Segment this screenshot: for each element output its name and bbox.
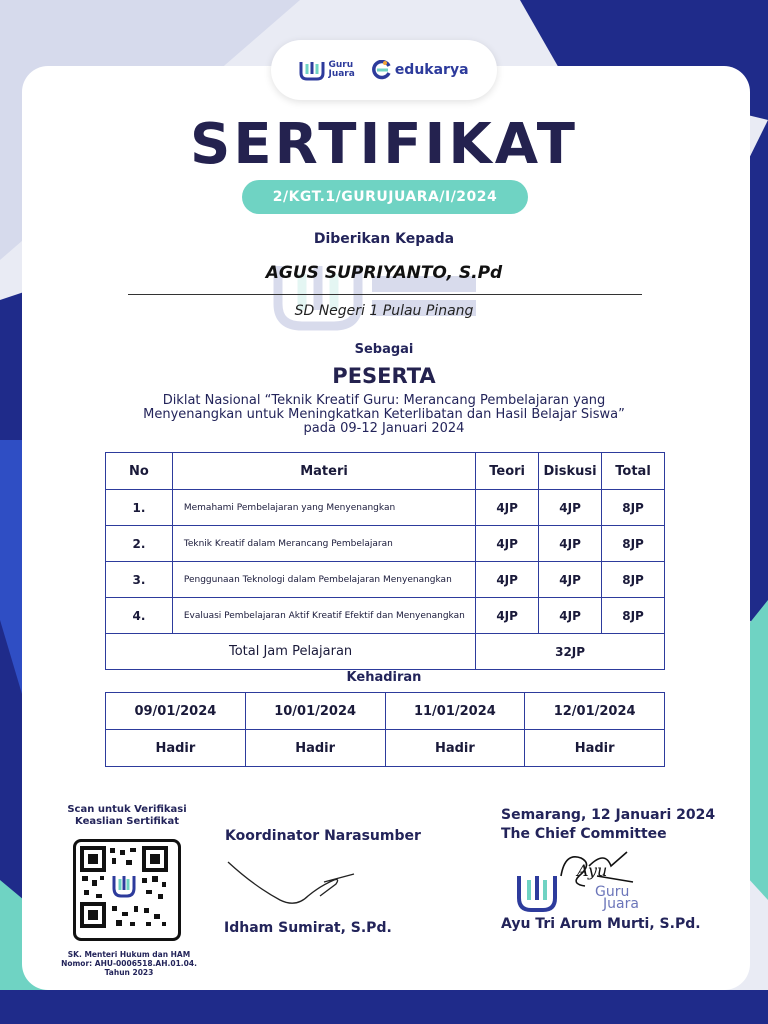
total-label: Total Jam Pelajaran (106, 634, 476, 670)
scan-verification-text (52, 804, 202, 828)
row-no: 2. (106, 526, 173, 562)
logo-bar (271, 40, 497, 100)
row-diskusi: 4JP (539, 526, 602, 562)
row-no: 4. (106, 598, 173, 634)
row-total: 8JP (602, 526, 665, 562)
row-teori: 4JP (476, 598, 539, 634)
svg-text:Juara: Juara (603, 896, 639, 912)
description-line: pada 09-12 Januari 2024 (303, 421, 465, 436)
guru-juara-logo (299, 59, 354, 81)
row-total: 8JP (602, 562, 665, 598)
row-total: 8JP (602, 598, 665, 634)
attendance-status: Hadir (525, 730, 665, 767)
header-diskusi: Diskusi (539, 453, 602, 490)
header-total: Total (602, 453, 665, 490)
edukarya-logo-icon (371, 60, 393, 80)
description-line: Diklat Nasional “Teknik Kreatif Guru: Merancang Pembelajaran yang (162, 393, 606, 408)
role-title: PESERTA (332, 364, 436, 388)
materials-table (105, 452, 665, 670)
certificate-number-badge: 2/KGT.1/GURUJUARA/I/2024 (242, 180, 528, 214)
row-diskusi: 4JP (539, 490, 602, 526)
as-label: Sebagai (354, 342, 414, 357)
row-teori: 4JP (476, 490, 539, 526)
qr-code-icon (76, 842, 172, 932)
table-header-row (106, 453, 665, 490)
place-date: Semarang, 12 Januari 2024 (501, 807, 716, 823)
coordinator-signature (224, 856, 364, 912)
given-to-label: Diberikan Kepada (313, 231, 455, 247)
attendance-status-row (106, 730, 665, 767)
coordinator-title: Koordinator Narasumber (225, 828, 421, 844)
sk-line: Nomor: AHU-0006518.AH.01.04. (61, 959, 197, 968)
total-value: 32JP (476, 634, 665, 670)
header-teori: Teori (476, 453, 539, 490)
chief-signature-text: Ayu (577, 861, 608, 880)
chief-signature-stamp (515, 846, 655, 914)
attendance-date: 10/01/2024 (245, 693, 385, 730)
guru-juara-text-1: Guru (328, 60, 354, 70)
attendance-date: 12/01/2024 (525, 693, 665, 730)
row-diskusi: 4JP (539, 598, 602, 634)
event-description (60, 394, 708, 436)
scan-text-line: Scan untuk Verifikasi (67, 804, 187, 815)
legal-registration-text (44, 950, 214, 977)
attendance-date: 11/01/2024 (385, 693, 525, 730)
attendance-status: Hadir (385, 730, 525, 767)
sk-line: SK. Menteri Hukum dan HAM (67, 950, 191, 959)
row-total: 8JP (602, 490, 665, 526)
attendance-status: Hadir (245, 730, 385, 767)
total-row (106, 634, 665, 670)
row-no: 1. (106, 490, 173, 526)
sk-line: Tahun 2023 (104, 968, 154, 977)
recipient-name: AGUS SUPRIYANTO, S.Pd (265, 263, 503, 283)
row-materi: Memahami Pembelajaran yang Menyenangkan (172, 490, 475, 526)
table-row (106, 598, 665, 634)
row-diskusi: 4JP (539, 562, 602, 598)
description-line: Menyenangkan untuk Meningkatkan Keterlibatan dan Hasil Belajar Siswa” (143, 407, 625, 422)
row-teori: 4JP (476, 526, 539, 562)
guru-juara-text-2: Juara (328, 69, 355, 79)
header-no: No (106, 453, 173, 490)
coordinator-name: Idham Sumirat, S.Pd. (224, 920, 392, 936)
edukarya-text: edukarya (394, 62, 469, 78)
edukarya-logo (371, 60, 469, 80)
row-materi: Penggunaan Teknologi dalam Pembelajaran Menyenangkan (172, 562, 475, 598)
attendance-label: Kehadiran (346, 670, 422, 685)
place-date-block (501, 806, 715, 844)
chief-title: The Chief Committee (501, 826, 667, 842)
table-row (106, 490, 665, 526)
table-row (106, 526, 665, 562)
row-materi: Evaluasi Pembelajaran Aktif Kreatif Efektif dan Menyenangkan (172, 598, 475, 634)
svg-text:Guru: Guru (595, 884, 630, 900)
row-materi: Teknik Kreatif dalam Merancang Pembelajaran (172, 526, 475, 562)
guru-juara-logo-icon (299, 59, 325, 81)
chief-name: Ayu Tri Arum Murti, S.Pd. (501, 916, 701, 932)
certificate-title: SERTIFIKAT (190, 112, 578, 177)
row-no: 3. (106, 562, 173, 598)
attendance-table (105, 692, 665, 767)
header-materi: Materi (172, 453, 475, 490)
attendance-status: Hadir (106, 730, 246, 767)
attendance-date: 09/01/2024 (106, 693, 246, 730)
row-teori: 4JP (476, 562, 539, 598)
table-row (106, 562, 665, 598)
name-underline (128, 294, 642, 295)
attendance-date-row (106, 693, 665, 730)
scan-text-line: Keaslian Sertifikat (75, 816, 179, 827)
recipient-school: SD Negeri 1 Pulau Pinang (294, 303, 474, 319)
qr-code[interactable] (73, 839, 181, 941)
